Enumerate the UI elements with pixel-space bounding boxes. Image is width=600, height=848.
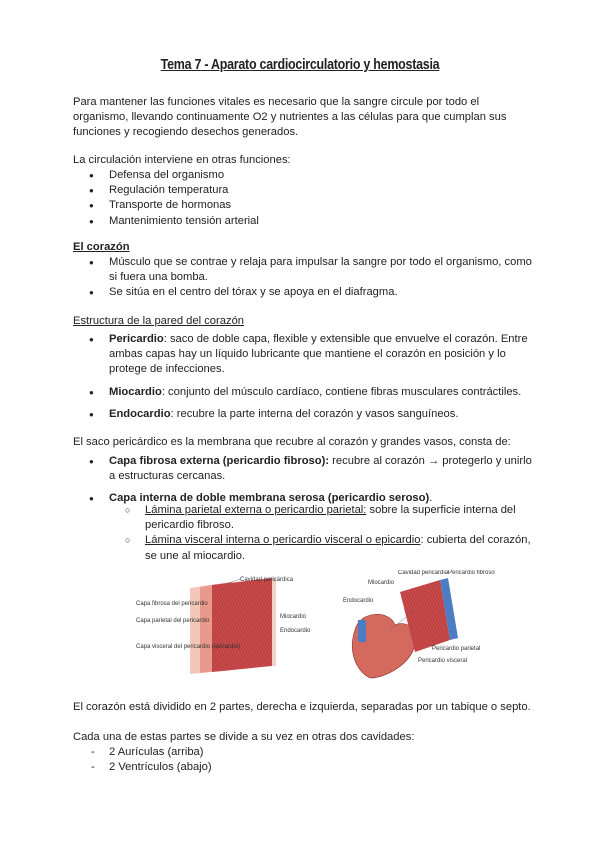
cavidades-intro: Cada una de estas partes se divide a su vez en otras dos cavidades: [73,731,415,743]
term: Miocardio [109,385,162,398]
list-item [73,332,533,378]
definition: . [429,492,433,505]
label-pericardio-visceral: Pericardio visceral [418,658,468,664]
definition: : conjunto del músculo cardíaco, contiene fibras musculares contráctiles. [161,385,522,398]
pared-list [73,332,533,422]
serosa-list [109,503,533,564]
term: Capa interna de doble membrana serosa (pericardio seroso) [109,492,430,505]
label-capa-fibrosa: Capa fibrosa del pericardio [136,601,208,607]
definition: : recubre la parte interna del corazón y vasos sanguíneos. [170,407,459,420]
list-item [73,407,533,422]
label-endocardio-left: Endocardio [280,628,311,634]
term: Endocardio [109,407,171,420]
circulation-intro: La circulación interviene en otras funciones: [73,154,291,166]
list-item: ● Mantenimiento tensión arterial [73,214,259,229]
saco-list [73,454,533,507]
section-heading-corazon: El corazón [73,241,130,253]
list-item [73,454,533,484]
corazon-list [73,255,533,301]
list-item [109,503,533,533]
label-endocardio-right: Endocardio [343,598,374,604]
myocardium-layer [212,578,272,672]
saco-intro: El saco pericárdico es la membrana que recubre al corazón y grandes vasos, consta de: [73,436,511,448]
list-item [73,385,533,400]
circulation-list [73,168,259,229]
term: Capa fibrosa externa (pericardio fibroso): [109,455,330,467]
term: Lámina parietal externa o pericardio parietal: [145,504,367,516]
left-wall-diagram [136,577,311,674]
label-miocardio-right: Miocardio [368,580,395,586]
list-item: ● Regulación temperatura [73,183,259,198]
list-item: ● Músculo que se contrae y relaja para impulsar la sangre por todo el organismo, como si fuera una bomba. [73,255,533,285]
vessel [358,620,366,642]
label-miocardio-left: Miocardio [280,614,307,620]
intro-paragraph: Para mantener las funciones vitales es necesario que la sangre circule por todo el organismo, llevando continuamente O2 y nutrientes a las células para que cumplan sus funciones y recogiendo desechos generados. [73,96,507,139]
division-paragraph: El corazón está dividido en 2 partes, derecha e izquierda, separadas por un tabique o septo. [73,701,531,713]
term: Lámina visceral interna o pericardio visceral o epicardio [145,534,421,547]
list-item: ● Se sitúa en el centro del tórax y se apoya en el diafragma. [73,285,533,300]
label-capa-parietal: Capa parietal del pericardio [136,618,210,624]
term: Pericardio [109,333,164,345]
list-item: - 2 Aurículas (arriba) [73,745,212,760]
list-item: ● Defensa del organismo [73,168,259,183]
list-item: - 2 Ventrículos (abajo) [73,760,212,775]
definition: recubre al corazón → protegerlo y unirlo a estructuras cercanas. [109,455,532,483]
label-cavidad-pericardica: Cavidad pericárdica [240,577,294,583]
list-item: ● Transporte de hormonas [73,198,259,213]
page-title: Tema 7 - Aparato cardiocirculatorio y hemostasia [160,57,440,73]
right-heart-diagram [343,570,495,678]
label-pericardio-fibroso: Pericardio fibroso [448,570,495,576]
endocardium-layer [272,578,276,666]
definition: : saco de doble capa, flexible y extensible que envuelve el corazón. Entre ambas capas hay un líquido lubricante que mantiene el corazón en posición y lo protege de infecciones. [109,333,528,376]
cavidades-list [73,745,212,775]
heart-wall-figure [130,570,530,680]
label-cavidad-pericardial: Cavidad pericardial [398,570,450,576]
definition: sobre la superficie interna del pericardio fibroso. [145,504,516,532]
label-pericardio-parietal: Pericardio parietal [432,646,481,652]
list-item [109,533,533,563]
definition: : cubierta del corazón, se une al miocardio. [145,534,531,562]
section-heading-pared: Estructura de la pared del corazón [73,315,245,327]
label-capa-visceral: Capa visceral del pericardio (epicardio) [136,644,241,650]
